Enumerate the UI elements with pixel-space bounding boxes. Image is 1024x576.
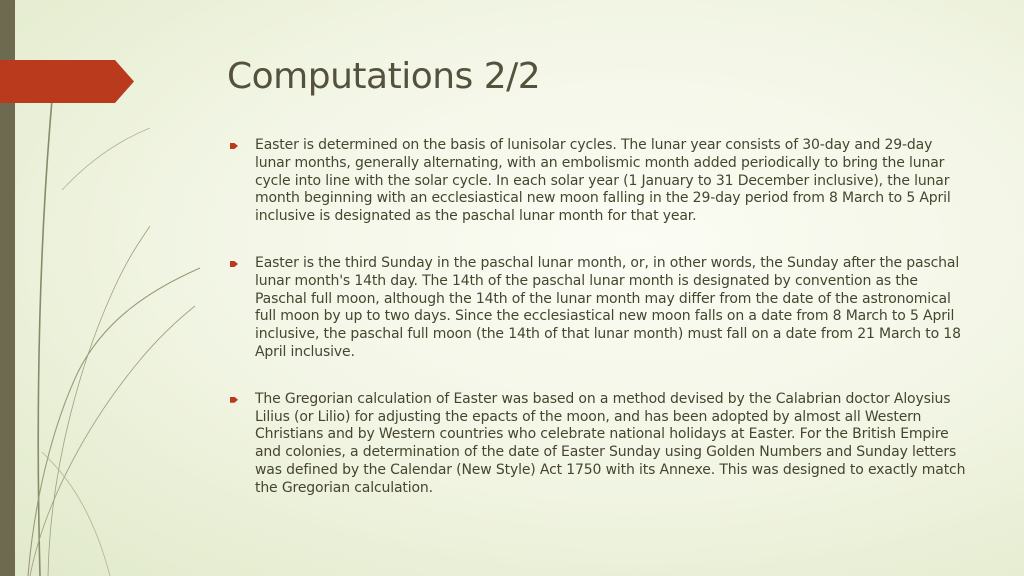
arrow-bullet-icon [230, 397, 238, 403]
bullet-text: The Gregorian calculation of Easter was based on a method devised by the Calabrian doctor Aloysius Lilius (or Lilio) for adjusting the epacts of the moon, and has been adopted by almost all Western Christians and by Western countries who celebrate national holidays at Easter. For the British Empire and colonies, a determination of the date of Easter Sunday using Golden Numbers and Sunday letters was defined by the Calendar (New Style) Act 1750 with its Annexe. This was designed to exactly match the Gregorian calculation. [255, 390, 966, 496]
bullet-item [230, 137, 970, 226]
bullet-text: Easter is determined on the basis of lunisolar cycles. The lunar year consists of 30-day and 29-day lunar months, generally alternating, with an embolismic month added periodically to bring the lunar cycle into line with the solar cycle. In each solar year (1 January to 31 December inclusive), the lunar month beginning with an ecclesiastical new moon falling in the 29-day period from 8 March to 5 April inclusive is designated as the paschal lunar month for that year. [255, 137, 951, 225]
title-accent-ribbon [0, 60, 134, 103]
arrow-bullet-icon [230, 143, 238, 149]
bullet-item [230, 391, 970, 498]
bullet-text: Easter is the third Sunday in the paschal lunar month, or, in other words, the Sunday after the paschal lunar month's 14th day. The 14th of the paschal lunar month is designated by convention as the Paschal full moon, although the 14th of the lunar month may differ from the date of the astronomical full moon by up to two days. Since the ecclesiastical new moon falls on a date from 8 March to 5 April inclusive, the paschal full moon (the 14th of that lunar month) must fall on a date from 21 March to 18 April inclusive. [255, 254, 961, 360]
arrow-bullet-icon [230, 261, 238, 267]
bullet-list [230, 137, 970, 498]
slide-title: Computations 2/2 [227, 56, 541, 97]
bullet-item [230, 255, 970, 362]
